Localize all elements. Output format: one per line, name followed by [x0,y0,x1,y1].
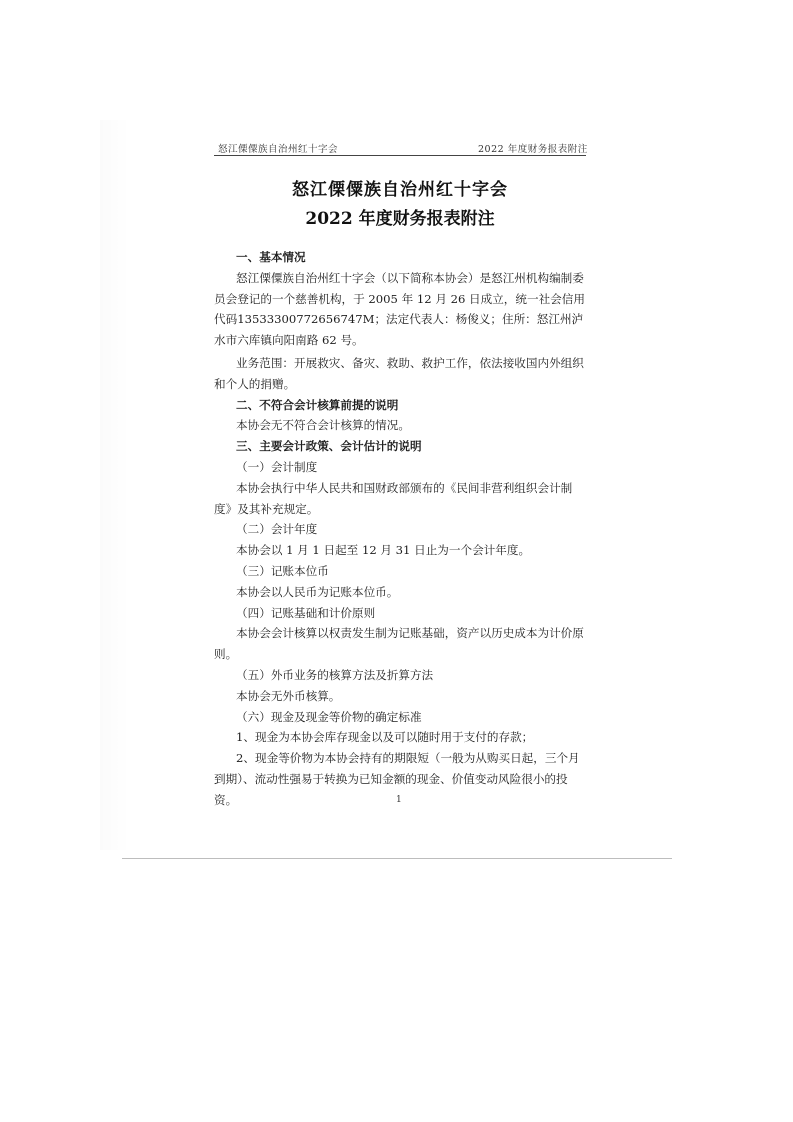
section-heading: 二、不符合会计核算前提的说明 [236,397,399,412]
scan-shadow [100,120,130,850]
subsection-label: （二）会计年度 [236,522,318,537]
paragraph: 本协会无外币核算。 [236,688,341,703]
subsection-label: （一）会计制度 [236,459,318,474]
section-heading: 一、基本情况 [236,250,306,264]
running-header-left: 怒江傈僳族自治州红十字会 [218,144,339,155]
paragraph: 业务范围：开展救灾、备灾、救助、救护工作，依法接收国内外组织和个人的捐赠。 [214,355,584,391]
paragraph: 本协会执行中华人民共和国财政部颁布的《民间非营利组织会计制度》及其补充规定。 [214,480,573,516]
section-heading: 三、主要会计政策、会计估计的说明 [236,439,422,454]
page-number: 1 [396,795,402,805]
subsection-label: （三）记账本位币 [236,563,329,578]
subsection-label: （五）外币业务的核算方法及折算方法 [236,667,434,682]
paragraph: 本协会以 1 月 1 日起至 12 月 31 日止为一个会计年度。 [236,543,531,558]
paragraph: 本协会以人民币为记账本位币。 [236,584,399,599]
running-header-right: 2022 年度财务报表附注 [478,144,588,155]
paragraph: 本协会无不符合会计核算的情况。 [236,418,410,433]
header-divider [214,155,586,156]
scan-edge-line [122,858,672,859]
paragraph: 2、现金等价物为本协会持有的期限短（一般为从购买日起，三个月到期）、流动性强易于转换为已知金额的现金、价值变动风险很小的投资。 [214,751,580,807]
subsection-label: （四）记账基础和计价原则 [236,605,376,620]
document-subtitle: 2022 年度财务报表附注 [305,209,495,229]
document-body [214,247,586,811]
subsection-label: （六）现金及现金等价物的确定标准 [236,709,422,724]
paragraph: 本协会会计核算以权责发生制为记账基础，资产以历史成本为计价原则。 [214,626,584,662]
document-title: 怒江傈僳族自治州红十字会 [292,180,508,200]
paragraph: 怒江傈僳族自治州红十字会（以下简称本协会）是怒江州机构编制委员会登记的一个慈善机构，于 2005 年 12 月 26 日成立，统一社会信用代码13533300772656747M；法定代表人：杨俊义；住所：怒江州泸水市六库镇向阳南路 62 号。 [214,270,585,348]
paragraph: 1、现金为本协会库存现金以及可以随时用于支付的存款； [236,730,534,745]
